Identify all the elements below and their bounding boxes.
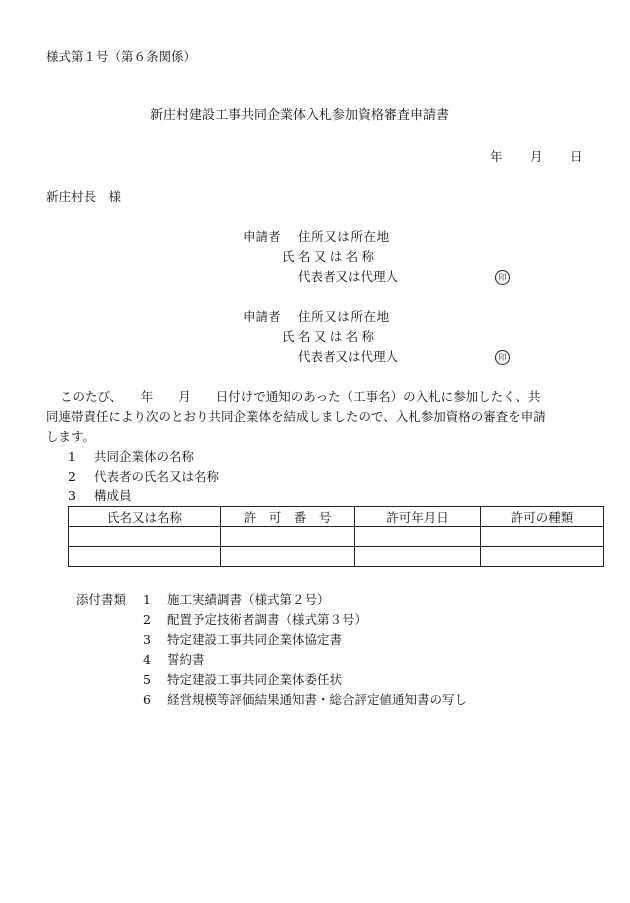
header-permit-number: 許 可 番 号 — [221, 507, 355, 527]
list-item — [68, 469, 219, 485]
list-item — [68, 488, 132, 504]
table-cell[interactable] — [481, 527, 604, 547]
attachment-text: 特定建設工事共同企業体委任状 — [167, 672, 343, 687]
address-label: 住所又は所在地 — [298, 309, 390, 324]
seal-mark: 印 — [495, 350, 510, 365]
table-cell[interactable] — [355, 547, 481, 567]
attachment-text: 誓約書 — [167, 652, 205, 667]
table-cell[interactable] — [69, 547, 221, 567]
attachment-item — [143, 612, 367, 628]
header-permit-type: 許可の種類 — [481, 507, 604, 527]
list-item — [68, 449, 194, 465]
applicant-label: 申請者 — [243, 309, 281, 324]
address-label: 住所又は所在地 — [298, 229, 390, 244]
item-number: 3 — [68, 488, 76, 503]
name-label: 氏名又は名称 — [282, 329, 378, 344]
body-paragraph — [46, 387, 586, 447]
table-cell[interactable] — [221, 547, 355, 567]
attachment-item — [143, 592, 330, 608]
representative-label: 代表者又は代理人 — [298, 349, 399, 364]
attachment-text: 施工実績調書（様式第２号） — [167, 592, 330, 607]
attachment-number: 1 — [143, 592, 151, 607]
item-text: 共同企業体の名称 — [94, 449, 195, 464]
table-header-row — [69, 507, 604, 527]
attachment-item — [143, 652, 205, 668]
addressee: 新庄村長 様 — [46, 189, 122, 204]
attachments-label: 添付書類 — [76, 592, 127, 607]
attachment-item — [143, 692, 467, 708]
attachment-text: 経営規模等評価結果通知書・総合評定値通知書の写し — [167, 692, 468, 707]
attachment-number: 4 — [143, 652, 151, 667]
table-cell[interactable] — [69, 527, 221, 547]
header-permit-date: 許可年月日 — [355, 507, 481, 527]
item-text: 構成員 — [94, 488, 132, 503]
header-name: 氏名又は名称 — [69, 507, 221, 527]
seal-mark: 印 — [495, 270, 510, 285]
attachment-number: 2 — [143, 612, 151, 627]
date-month: 月 — [530, 149, 543, 164]
body-line: このたび、 年 月 日付けで通知のあった（工事名）の入札に参加したく、共 — [60, 389, 541, 404]
applicant-label: 申請者 — [243, 229, 281, 244]
name-label: 氏名又は名称 — [282, 249, 378, 264]
table-row — [69, 527, 604, 547]
table-cell[interactable] — [355, 527, 481, 547]
attachment-text: 配置予定技術者調書（様式第３号） — [167, 612, 368, 627]
attachment-item — [143, 672, 342, 688]
date-year: 年 — [490, 149, 503, 164]
attachment-number: 6 — [143, 692, 151, 707]
body-line: 同連帯責任により次のとおり共同企業体を結成しましたので、入札参加資格の審査を申請 — [46, 409, 546, 424]
date-day: 日 — [570, 149, 583, 164]
form-number: 様式第１号（第６条関係） — [46, 49, 197, 64]
table-row — [69, 547, 604, 567]
attachment-number: 5 — [143, 672, 151, 687]
table-cell[interactable] — [481, 547, 604, 567]
representative-label: 代表者又は代理人 — [298, 269, 399, 284]
attachment-item — [143, 632, 342, 648]
attachment-number: 3 — [143, 632, 151, 647]
item-number: 1 — [68, 449, 76, 464]
item-number: 2 — [68, 469, 76, 484]
members-table — [68, 506, 604, 567]
body-line: します。 — [46, 429, 96, 444]
attachment-text: 特定建設工事共同企業体協定書 — [167, 632, 343, 647]
item-text: 代表者の氏名又は名称 — [94, 469, 220, 484]
table-cell[interactable] — [221, 527, 355, 547]
page-title: 新庄村建設工事共同企業体入札参加資格審査申請書 — [150, 108, 450, 123]
